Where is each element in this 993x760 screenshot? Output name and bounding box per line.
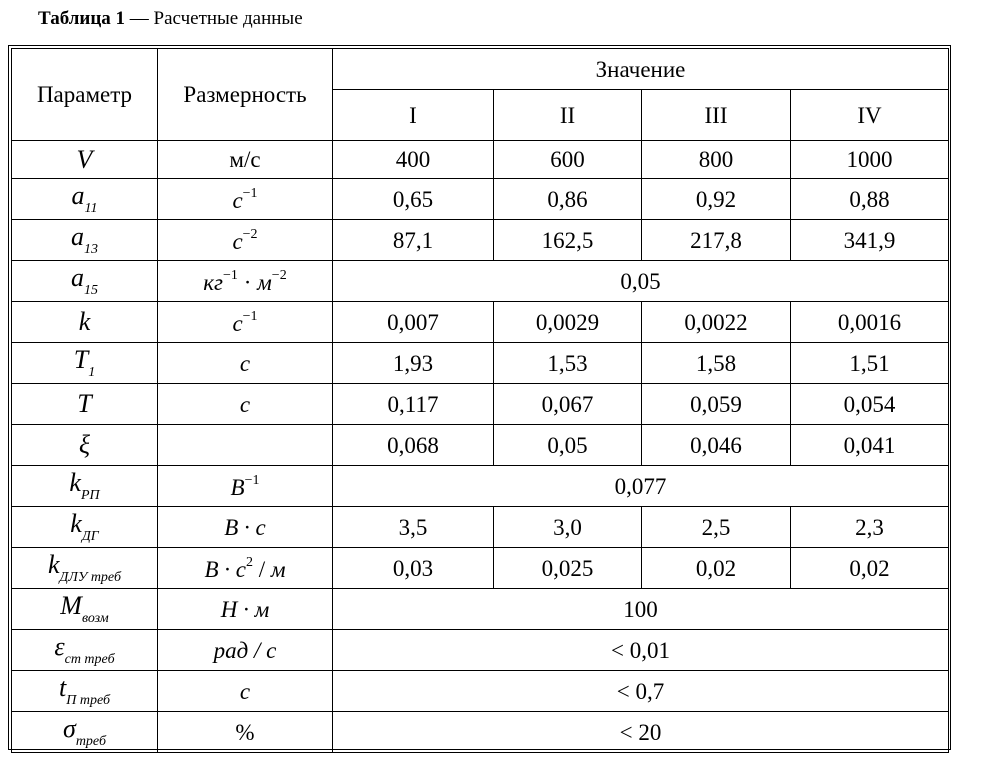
unit-operator: / (252, 556, 271, 582)
param-symbol: a (71, 262, 84, 292)
unit-text: с (232, 228, 243, 254)
param-cell (12, 425, 158, 466)
merged-value-cell: < 20 (333, 712, 949, 753)
value-cell-iv: 0,054 (791, 384, 949, 425)
param-subscript: возм (81, 610, 109, 626)
unit-cell (158, 671, 333, 712)
param-cell (12, 179, 158, 220)
value-cell-iv: 0,0016 (791, 302, 949, 343)
value-cell-ii: 3,0 (494, 507, 642, 548)
param-symbol: t (58, 672, 67, 702)
value-cell-iii: 217,8 (642, 220, 791, 261)
unit-part-a: кг (203, 269, 224, 295)
param-cell (12, 548, 158, 589)
unit-cell (158, 141, 333, 179)
unit-text: с (239, 678, 251, 704)
table-row (12, 141, 949, 179)
value-cell-ii: 0,86 (494, 179, 642, 220)
param-symbol: M (60, 590, 82, 620)
param-cell (12, 261, 158, 302)
header-value: Значение (333, 49, 949, 90)
merged-value-cell: < 0,7 (333, 671, 949, 712)
param-cell (12, 466, 158, 507)
table-row (12, 712, 949, 753)
table-row (12, 589, 949, 630)
unit-cell (158, 425, 333, 466)
param-subscript: треб (75, 733, 106, 749)
value-cell-iv: 1,51 (791, 343, 949, 384)
merged-value-cell: < 0,01 (333, 630, 949, 671)
param-symbol: k (70, 508, 82, 538)
table-row (12, 466, 949, 507)
value-cell-i: 87,1 (333, 220, 494, 261)
unit-text: рад / с (213, 637, 277, 663)
unit-exponent: −2 (242, 226, 258, 242)
unit-cell (158, 220, 333, 261)
param-symbol: a (71, 221, 84, 251)
table-caption-label: Таблица 1 (38, 8, 126, 29)
value-cell-iii: 0,059 (642, 384, 791, 425)
unit-cell (158, 384, 333, 425)
unit-text: м/с (229, 147, 261, 172)
param-cell (12, 141, 158, 179)
unit-text: В (230, 474, 245, 500)
value-cell-iii: 0,92 (642, 179, 791, 220)
param-symbol: V (76, 144, 93, 174)
unit-text: с (239, 350, 251, 376)
unit-exponent: −1 (242, 185, 258, 201)
param-cell (12, 630, 158, 671)
param-subscript: РП (80, 487, 100, 503)
table-row (12, 548, 949, 589)
table-row (12, 384, 949, 425)
value-cell-iii: 0,046 (642, 425, 791, 466)
value-cell-ii: 162,5 (494, 220, 642, 261)
data-table (11, 48, 949, 753)
header-param: Параметр (12, 49, 158, 141)
value-cell-i: 0,65 (333, 179, 494, 220)
table-row (12, 630, 949, 671)
value-cell-iii: 2,5 (642, 507, 791, 548)
table-row (12, 179, 949, 220)
unit-exponent: −1 (242, 308, 258, 324)
value-cell-iii: 0,0022 (642, 302, 791, 343)
param-symbol: k (47, 549, 60, 579)
param-symbol: T (77, 389, 92, 418)
header-col-2: II (494, 90, 642, 141)
unit-operator: · (237, 269, 258, 295)
unit-text: с (232, 187, 243, 213)
table-row (12, 671, 949, 712)
value-cell-i: 0,068 (333, 425, 494, 466)
value-cell-iii: 0,02 (642, 548, 791, 589)
unit-cell (158, 589, 333, 630)
header-col-1: I (333, 90, 494, 141)
value-cell-i: 3,5 (333, 507, 494, 548)
header-row-1 (12, 49, 949, 90)
value-cell-ii: 0,0029 (494, 302, 642, 343)
merged-value-cell: 0,077 (333, 466, 949, 507)
param-cell (12, 671, 158, 712)
unit-text: Н · м (220, 596, 270, 622)
unit-exponent: −1 (244, 472, 260, 488)
table-caption-text: Расчетные данные (153, 8, 303, 29)
unit-cell (158, 179, 333, 220)
param-subscript: 11 (84, 200, 98, 216)
unit-cell (158, 261, 333, 302)
value-cell-iv: 341,9 (791, 220, 949, 261)
value-cell-iv: 0,02 (791, 548, 949, 589)
unit-cell (158, 302, 333, 343)
table-caption (38, 8, 303, 30)
value-cell-iii: 1,58 (642, 343, 791, 384)
unit-text: В · с (224, 514, 266, 540)
header-col-4: IV (791, 90, 949, 141)
value-cell-i: 0,117 (333, 384, 494, 425)
param-subscript: 13 (84, 241, 98, 257)
param-cell (12, 343, 158, 384)
param-cell (12, 712, 158, 753)
value-cell-iv: 1000 (791, 141, 949, 179)
unit-cell (158, 507, 333, 548)
table-row (12, 261, 949, 302)
param-subscript: 15 (84, 282, 98, 298)
param-cell (12, 507, 158, 548)
unit-text: % (235, 719, 255, 745)
header-unit: Размерность (158, 49, 333, 141)
value-cell-ii: 0,025 (494, 548, 642, 589)
value-cell-ii: 0,067 (494, 384, 642, 425)
table-row (12, 302, 949, 343)
value-cell-iv: 0,88 (791, 179, 949, 220)
param-cell (12, 589, 158, 630)
param-symbol: a (71, 180, 85, 210)
param-symbol: ε (54, 631, 65, 661)
caption-dash: — (125, 8, 154, 29)
unit-cell (158, 343, 333, 384)
unit-cell (158, 466, 333, 507)
param-subscript: 1 (88, 364, 96, 380)
unit-part-b: м (257, 269, 272, 295)
value-cell-i: 1,93 (333, 343, 494, 384)
value-cell-i: 0,03 (333, 548, 494, 589)
unit-part-a-exponent: −1 (223, 267, 238, 283)
value-cell-i: 0,007 (333, 302, 494, 343)
table-row (12, 343, 949, 384)
value-cell-iii: 800 (642, 141, 791, 179)
value-cell-i: 400 (333, 141, 494, 179)
param-subscript: П треб (66, 692, 111, 708)
param-subscript: ДЛУ треб (59, 569, 122, 585)
value-cell-iv: 0,041 (791, 425, 949, 466)
merged-value-cell: 100 (333, 589, 949, 630)
table-row (12, 220, 949, 261)
param-subscript: ДГ (81, 528, 99, 544)
unit-text: с (239, 391, 251, 417)
merged-value-cell: 0,05 (333, 261, 949, 302)
param-symbol: ξ (78, 430, 91, 459)
value-cell-iv: 2,3 (791, 507, 949, 548)
unit-part-a: В · с (204, 556, 246, 582)
value-cell-ii: 600 (494, 141, 642, 179)
unit-cell (158, 548, 333, 589)
param-subscript: ст треб (64, 651, 115, 667)
unit-text: с (232, 310, 243, 336)
unit-part-b: м (270, 556, 286, 582)
table-row (12, 425, 949, 466)
param-symbol: T (73, 344, 89, 374)
param-cell (12, 302, 158, 343)
unit-part-b-exponent: −2 (271, 267, 287, 283)
value-cell-ii: 0,05 (494, 425, 642, 466)
header-col-3: III (642, 90, 791, 141)
unit-cell (158, 712, 333, 753)
value-cell-ii: 1,53 (494, 343, 642, 384)
param-cell (12, 220, 158, 261)
param-symbol: k (78, 307, 91, 336)
unit-part-a-exponent: 2 (245, 554, 253, 570)
unit-cell (158, 630, 333, 671)
param-symbol: σ (62, 713, 76, 743)
table-row (12, 507, 949, 548)
param-cell (12, 384, 158, 425)
param-symbol: k (69, 467, 81, 497)
